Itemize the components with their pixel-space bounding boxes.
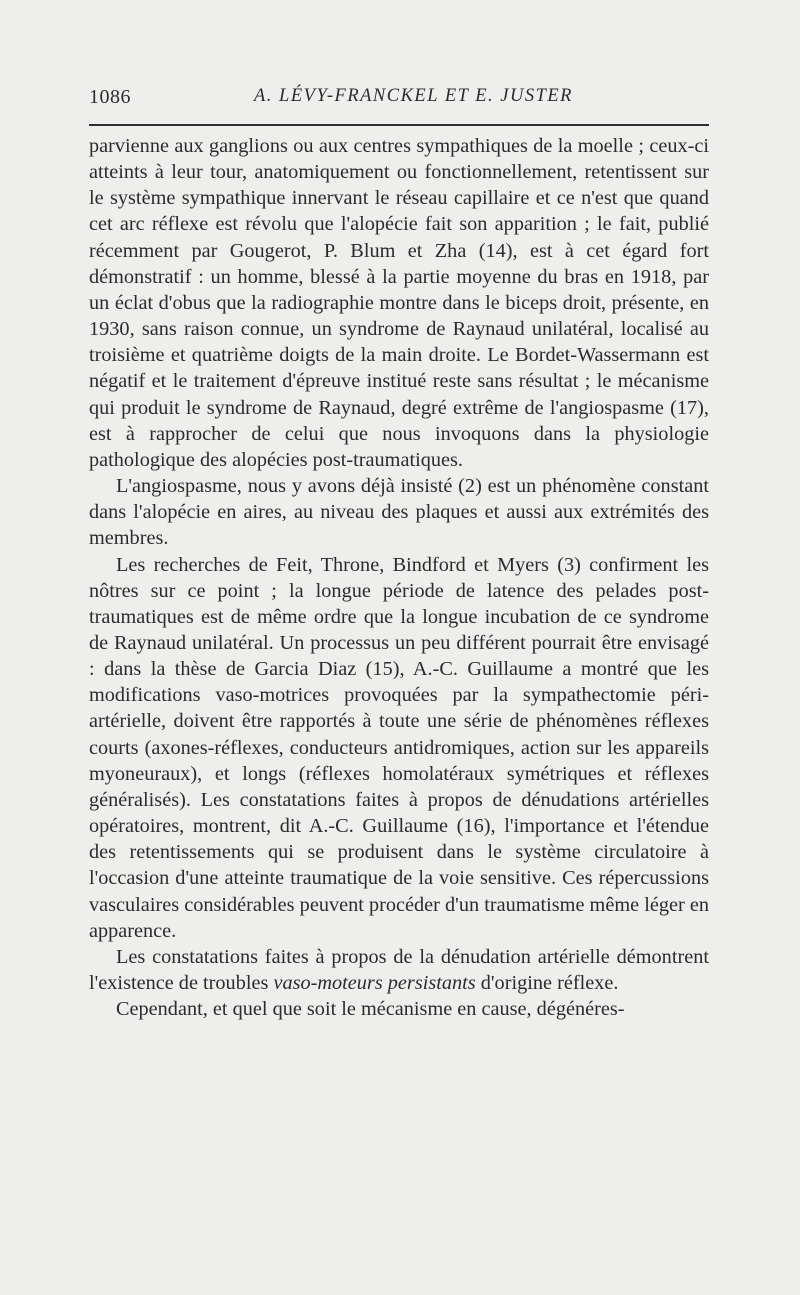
header-rule [89, 124, 709, 126]
paragraph-4-italic-phrase: vaso-moteurs persistants [273, 972, 476, 994]
page-number: 1086 [89, 86, 131, 108]
paragraph-4-text-before: Les constatations faites à propos de la dénudation artérielle démontrent l'existence de troubles [89, 945, 709, 994]
paragraph-3: Les recherches de Feit, Throne, Bindford et Myers (3) confirment les nôtres sur ce point ; la longue période de latence des pelades post-traumatiques est de même ordre que la longue incubation de ce syndrome de Raynaud unilatéral. Un processus un peu différent pourrait être envisagé : dans la thèse de Garcia Diaz (15), A.-C. Guillaume a montré que les modifications vaso-motrices provoquées par la sympathectomie péri-artérielle, doivent être rapportés à toute une série de phénomènes réflexes courts (axones-réflexes, conducteurs antidromiques, action sur les appareils myoneuraux), et longs (réflexes homolatéraux symétriques et réflexes généralisés). Les constatations faites à propos de dénudations artérielles opératoires, montrent, dit A.-C. Guillaume (16), l'importance et l'étendue des retentissements qui se produisent dans le système circulatoire à l'occasion d'une atteinte traumatique de la voie sensitive. Ces répercussions vasculaires considérables peuvent procéder d'un traumatisme même léger en apparence. [89, 553, 709, 942]
page-header [89, 86, 709, 116]
paragraph-4-text-after: d'origine réflexe. [475, 972, 619, 994]
paragraph-5: Cependant, et quel que soit le mécanisme en cause, dégénéres- [116, 998, 625, 1021]
paragraph-4 [89, 944, 709, 996]
running-title: A. LÉVY-FRANCKEL ET E. JUSTER [254, 86, 573, 106]
paragraph-2: L'angiospasme, nous y avons déjà insisté (2) est un phénomène constant dans l'alopécie en aires, au niveau des plaques et aussi aux extrémités des membres. [89, 475, 709, 550]
body-text [89, 133, 709, 1022]
paragraph-1: parvienne aux ganglions ou aux centres sympathiques de la moelle ; ceux-ci atteints à leur tour, anatomiquement ou fonctionnellement, retentissent sur le système sympathique innervant le réseau capillaire et ce n'est que quand cet arc réflexe est révolu que l'alopécie fait son apparition ; le fait, publié récemment par Gougerot, P. Blum et Zha (14), est à cet égard fort démonstratif : un homme, blessé à la partie moyenne du bras en 1918, par un éclat d'obus que la radiographie montre dans le biceps droit, présente, en 1930, sans raison connue, un syndrome de Raynaud unilatéral, localisé au troisième et quatrième doigts de la main droite. Le Bordet-Wassermann est négatif et le traitement d'épreuve institué reste sans résultat ; le mécanisme qui produit le syndrome de Raynaud, degré extrême de l'angiospasme (17), est à rapprocher de celui que nous invoquons dans la physiologie pathologique des alopécies post-traumatiques. [89, 135, 709, 471]
